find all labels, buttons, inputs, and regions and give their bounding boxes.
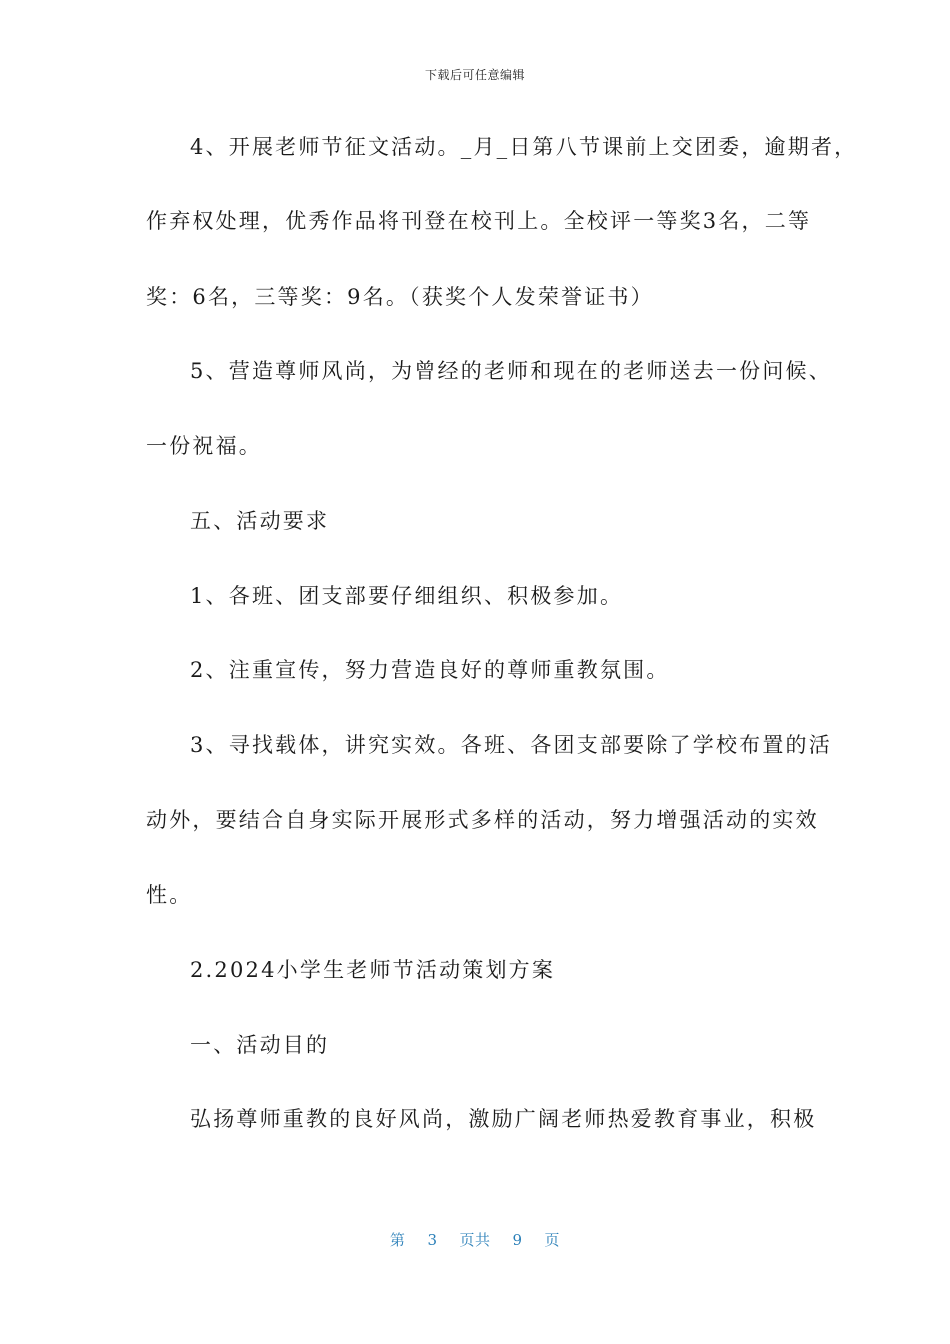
- footer-middle: 页共: [459, 1231, 491, 1249]
- footer-prefix: 第: [389, 1231, 406, 1249]
- paragraph-line: 一份祝福。: [146, 434, 262, 458]
- paragraph-line: 2、注重宣传，努力营造良好的尊师重教氛围。: [190, 658, 670, 682]
- paragraph-line: 动外，要结合自身实际开展形式多样的活动，努力增强活动的实效: [146, 808, 819, 832]
- document-subtitle: 2.2024小学生老师节活动策划方案: [190, 958, 556, 982]
- page-header: 下载后可任意编辑: [424, 68, 525, 82]
- paragraph-line: 3、寻找载体，讲究实效。各班、各团支部要除了学校布置的活: [190, 733, 832, 757]
- section-heading: 五、活动要求: [190, 509, 330, 533]
- paragraph-line: 性。: [146, 883, 193, 907]
- footer-total-pages: 9: [512, 1231, 523, 1249]
- page-footer: [0, 1229, 950, 1250]
- paragraph-line: 1、各班、团支部要仔细组织、积极参加。: [190, 584, 624, 608]
- paragraph-line: 弘扬尊师重教的良好风尚，激励广阔老师热爱教育事业，积极: [190, 1107, 817, 1131]
- section-heading: 一、活动目的: [190, 1033, 330, 1057]
- footer-suffix: 页: [544, 1231, 561, 1249]
- paragraph-line: 5、营造尊师风尚，为曾经的老师和现在的老师送去一份问候、: [190, 359, 832, 383]
- paragraph-line: 奖：6名，三等奖：9名。（获奖个人发荣誉证书）: [146, 285, 654, 309]
- footer-page-number: 3: [427, 1231, 438, 1249]
- paragraph-line: 作弃权处理，优秀作品将刊登在校刊上。全校评一等奖3名，二等: [146, 209, 812, 233]
- paragraph-line: 4、开展老师节征文活动。_月_日第八节课前上交团委，逾期者，: [190, 135, 858, 159]
